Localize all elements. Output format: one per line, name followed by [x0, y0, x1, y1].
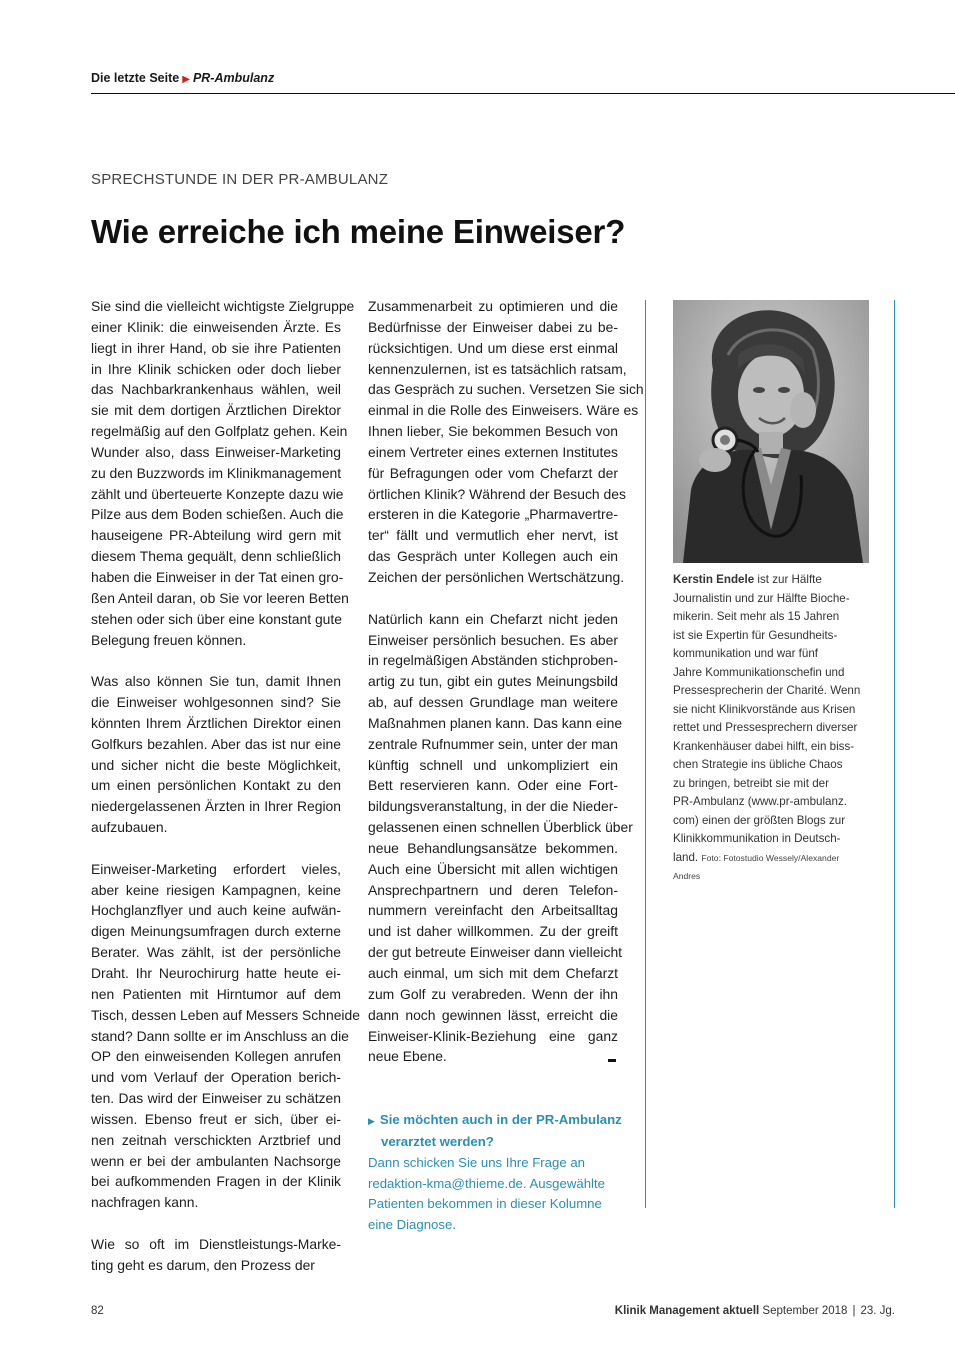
body-text-line: aber keine riesigen Kampagnen, keine: [91, 881, 341, 898]
body-text-line: zählt und überteuerte Konzepte dazu wie: [91, 485, 344, 502]
caption-line: mikerin. Seit mehr als 15 Jahren: [673, 610, 840, 623]
caption-line: rettet und Pressesprechern diverser: [673, 721, 858, 734]
body-text-line: ab, auf dessen Grundlage man weitere: [368, 694, 618, 711]
body-text-line: Auch eine Übersicht mit allen wichtigen: [368, 860, 618, 877]
page-number: 82: [91, 1305, 104, 1317]
body-text-line: rücksichtigen. Und um diese erst einmal: [368, 339, 618, 356]
body-text-line: das Gespräch zu suchen. Versetzen Sie sich: [368, 381, 644, 398]
body-text-line: nen Patienten mit Hirntumor auf dem: [91, 985, 341, 1002]
body-column-2: [368, 296, 644, 1067]
body-text-line: digen Meinungsumfragen durch externe: [91, 923, 341, 940]
body-text-line: könnten Ihrem Ärztlichen Direktor einen: [91, 714, 341, 731]
caption-name: Kerstin Endele: [673, 573, 755, 586]
callout-text-line: Patienten bekommen in dieser Kolumne: [368, 1196, 602, 1212]
body-text-line: neue Behandlungsansätze bekommen.: [368, 839, 618, 856]
body-text-line: auch einmal, um sich mit dem Chefarzt: [368, 965, 618, 981]
body-text-line: zentrale Rufnummer sein, unter der man: [368, 735, 618, 752]
body-text-line: einmal in die Rolle des Einweisers. Wäre es: [368, 402, 639, 419]
body-text-line: zum Golf zu verabreden. Wenn der ihn: [368, 985, 618, 1002]
body-text-line: Sie sind die vielleicht wichtigste Zielgruppe: [91, 298, 355, 314]
body-text-line: dann noch gewinnen lässt, erreicht die: [368, 1006, 618, 1023]
footer-separator: |: [852, 1305, 856, 1317]
body-text-line: ßen Anteil daran, ob Sie vor leeren Betten: [91, 589, 349, 606]
callout-question-line: ▶ Sie möchten auch in der PR-Ambulanz: [368, 1112, 622, 1127]
subsection-title: PR-Ambulanz: [192, 71, 275, 85]
body-text-line: das Nachbarkrankenhaus wählen, weil: [91, 381, 341, 398]
body-text-line: stand? Dann sollte er im Anschluss an die: [91, 1027, 349, 1044]
body-text-line: artig zu tun, gibt ein gutes Meinungsbild: [368, 673, 618, 690]
body-text-line: örtlichen Klinik? Während der Besuch des: [368, 485, 626, 502]
body-text-line: zu den Buzzwords im Klinikmanagement: [91, 464, 342, 481]
body-text-line: für Befragungen oder vom Chefarzt der: [368, 464, 618, 481]
body-text-line: Berater. Was zählt, ist der persönliche: [91, 944, 341, 961]
body-text-line: hauseigene PR-Abteilung wird gern mit: [91, 527, 341, 544]
body-text-line: ten. Das wird der Einweiser zu schätzen: [91, 1090, 341, 1107]
body-text-line: Belegung freuen können.: [91, 631, 247, 648]
body-text-line: niedergelassenen Ärzten in Ihrer Region: [91, 798, 341, 815]
body-text-line: um einen persönlichen Kontakt zu den: [91, 777, 341, 794]
body-text-line: Einweiser-Marketing erfordert vieles,: [91, 860, 341, 877]
paragraph-gap: [368, 588, 618, 609]
body-text-line: Wunder also, dass Einweiser-Marketing: [91, 443, 341, 460]
body-text-line: sie mit dem dortigen Ärztlichen Direktor: [91, 402, 341, 419]
body-text-line: Maßnahmen planen kann. Das kann eine: [368, 714, 623, 731]
body-text-line: OP den einweisenden Kollegen anrufen: [91, 1048, 341, 1065]
body-text-line: regelmäßig auf den Golfplatz gehen. Kein: [91, 423, 348, 440]
article-title: Wie erreiche ich meine Einweiser?: [91, 213, 626, 250]
caption-line: kommunikation und war fünf: [673, 647, 818, 660]
sidebar-left-rule: [645, 300, 646, 1208]
body-text-line: haben die Einweiser in der Tat einen gro-: [91, 568, 344, 585]
body-text-line: Hochglanzflyer und auch keine aufwän-: [91, 902, 341, 919]
body-text-line: gelassenen einen schnellen Überblick über: [368, 819, 633, 836]
body-text-line: Natürlich kann ein Chefarzt nicht jeden: [368, 610, 618, 627]
body-text-line: in regelmäßigen Abständen stichproben-: [368, 652, 618, 669]
body-text-line: aufzubauen.: [91, 819, 168, 836]
body-text-line: einer Klinik: die einweisenden Ärzte. Es: [91, 318, 341, 335]
body-text-line: und vom Verlauf der Operation berich-: [91, 1069, 341, 1086]
body-text-line: nachfragen kann.: [91, 1194, 199, 1211]
callout-email-line[interactable]: redaktion-kma@thieme.de. Ausgewählte: [368, 1175, 605, 1191]
section-title: Die letzte Seite: [91, 71, 180, 85]
body-text-line: bei aufkommenden Fragen in der Klinik: [91, 1173, 341, 1190]
body-text-line: neue Ebene.: [368, 1048, 447, 1065]
body-text-line: Einweiser-Klinik-Beziehung eine ganz: [368, 1027, 618, 1044]
end-of-article-mark: [608, 1059, 616, 1062]
magazine-name: Klinik Management aktuell: [614, 1305, 760, 1317]
body-text-line: Ansprechpartnern und deren Telefon-: [368, 881, 618, 898]
caption-line: ist sie Expertin für Gesundheits-: [673, 628, 838, 642]
caption-line: Jahre Kommunikationschefin und: [673, 665, 845, 679]
body-text-line: stehen oder sich über eine konstant gute: [91, 610, 342, 627]
article-kicker: SPRECHSTUNDE IN DER PR-AMBULANZ: [91, 171, 389, 188]
running-footer: [615, 1305, 895, 1317]
body-text-line: wenn er bei der ambulanten Nachsorge: [91, 1152, 341, 1169]
body-text-line: Einweiser persönlich besuchen. Es aber: [368, 631, 618, 648]
body-text-line: Bedürfnisse der Einweiser dabei zu be-: [368, 318, 618, 335]
body-text-line: diesem Thema gequält, denn schließlich: [91, 548, 341, 565]
callout-question-line: verarztet werden?: [381, 1133, 494, 1149]
paragraph-gap: [91, 838, 341, 859]
body-text-line: in Ihre Klinik schicken oder doch lieber: [91, 360, 341, 377]
sidebar-right-rule: [894, 300, 895, 1208]
body-text-line: künftig schnell und unkompliziert ein: [368, 756, 618, 773]
running-header: [91, 69, 274, 89]
body-text-line: Zeichen der persönlichen Wertschätzung.: [368, 568, 625, 585]
body-text-line: Golfkurs bezahlen. Aber das ist nur eine: [91, 735, 341, 752]
body-text-line: liegt in ihrer Hand, ob sie ihre Patienten: [91, 339, 341, 356]
body-text-line: wissen. Ebenso freut er sich, über ei-: [91, 1110, 341, 1127]
caption-line: Klinikkommunikation in Deutsch-: [673, 832, 841, 845]
body-text-line: und ist daher willkommen. Zu der greift: [368, 923, 618, 940]
body-text-line: einem Vertreter eines externen Institutes: [368, 443, 618, 460]
author-portrait-photo: [673, 300, 869, 563]
body-text-line: ersteren in die Kategorie „Pharmavertre-: [368, 506, 618, 523]
body-text-line: Zusammenarbeit zu optimieren und die: [368, 298, 618, 314]
body-column-1: [91, 296, 360, 1276]
body-text-line: Wie so oft im Dienstleistungs-Marke-: [91, 1235, 341, 1252]
callout-text-line: Dann schicken Sie uns Ihre Frage an: [368, 1154, 585, 1170]
caption-line: zu bringen, betreibt sie mit der: [673, 776, 829, 790]
body-text-line: Pilze aus dem Boden schießen. Auch die: [91, 506, 344, 523]
caption-line: Krankenhäuser dabei hilft, ein biss-: [673, 739, 855, 753]
body-text-line: das Gespräch unter Kollegen auch ein: [368, 548, 618, 565]
body-text-line: nummern vereinfacht den Arbeitsalltag: [368, 902, 618, 919]
body-text-line: Bett reservieren kann. Oder eine Fort-: [368, 777, 618, 794]
photo-credit: Andres: [673, 871, 701, 881]
caption-line: Journalistin und zur Hälfte Bioche-: [673, 591, 850, 605]
body-text-line: und sicher nicht die beste Möglichkeit,: [91, 756, 341, 773]
paragraph-gap: [91, 1213, 341, 1234]
issue-date: September 2018: [762, 1305, 848, 1317]
photo-caption: [673, 571, 873, 886]
caption-line: land. Foto: Fotostudio Wessely/Alexander: [673, 850, 840, 864]
caption-line: Pressesprecherin der Charité. Wenn: [673, 684, 861, 697]
reader-callout: [368, 1110, 628, 1236]
callout-text-line: eine Diagnose.: [368, 1217, 456, 1233]
body-text-line: bildungsveranstaltung, in der die Nieder-: [368, 798, 618, 815]
photo-credit: Foto: Fotostudio Wessely/Alexander: [701, 852, 840, 863]
triangle-bullet-icon: ▶: [368, 1116, 375, 1126]
caption-line: PR-Ambulanz (www.pr-ambulanz.: [673, 795, 847, 808]
body-text-line: ter“ fällt und vermutlich eher nervt, ist: [368, 527, 618, 544]
caption-line: Kerstin Endele ist zur Hälfte: [673, 573, 822, 586]
volume: 23. Jg.: [860, 1305, 895, 1317]
caption-line: chen Strategie ins übliche Chaos: [673, 758, 843, 771]
caption-line: com) einen der größten Blogs zur: [673, 813, 846, 827]
header-rule: [91, 93, 955, 94]
body-text-line: der gut betreute Einweiser dann vielleicht: [368, 944, 623, 961]
body-text-line: Ihnen lieber, Sie bekommen Besuch von: [368, 423, 618, 440]
body-text-line: die Einweiser wohlgesonnen sind? Sie: [91, 694, 341, 711]
arrow-right-icon: ▶: [182, 74, 190, 85]
body-text-line: nen zeitnah verschickten Arztbrief und: [91, 1131, 341, 1148]
body-text-line: Tisch, dessen Leben auf Messers Schneide: [91, 1006, 360, 1023]
body-text-line: Was also können Sie tun, damit Ihnen: [91, 673, 341, 690]
body-text-line: kennenzulernen, ist es tatsächlich ratsam,: [368, 360, 627, 377]
caption-line: sie nicht Klinikvorstände aus Krisen: [673, 702, 856, 716]
body-text-line: Draht. Ihr Neurochirurg hatte heute ei-: [91, 965, 341, 981]
paragraph-gap: [91, 650, 341, 671]
body-text-line: ting geht es darum, den Prozess der: [91, 1256, 315, 1273]
